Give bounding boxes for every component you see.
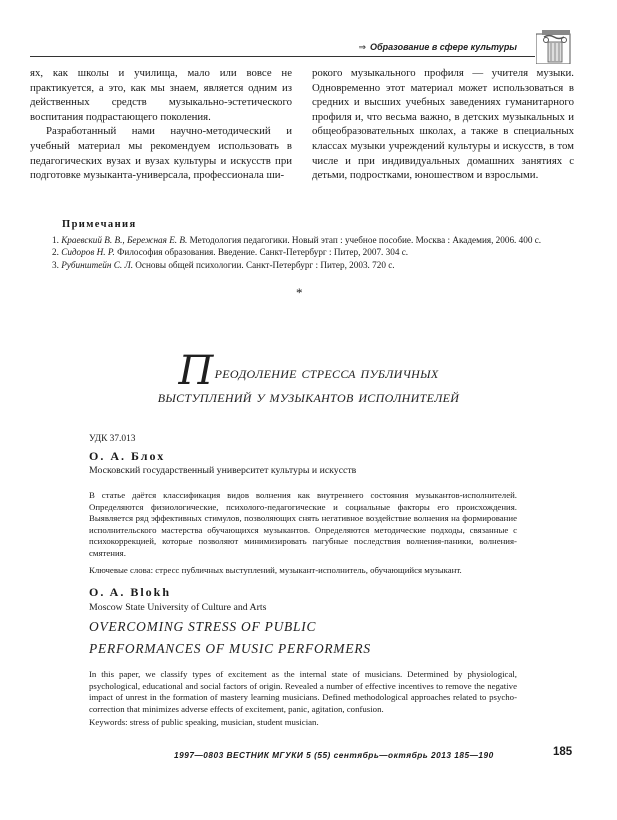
author-name-en: O. A. Blokh	[89, 585, 172, 599]
right-column	[312, 66, 574, 183]
note-item: 1. Краевский В. В., Бережная Е. В. Методология педагогики. Новый этап : учебное пособие. Москва : Академия, 2006. 400 с.	[52, 235, 542, 245]
left-column	[30, 66, 292, 183]
header-rule	[30, 56, 535, 57]
note-text: Методология педагогики. Новый этап : учебное пособие. Москва : Академия, 2006. 400 с.	[189, 235, 542, 245]
affiliation-en: Moscow State University of Culture and Arts	[89, 602, 267, 613]
note-authors: Краевский В. В., Бережная Е. В.	[61, 235, 188, 245]
column-capital-icon	[536, 28, 574, 64]
article-title-line-1: Преодоление стресса публичных	[178, 348, 439, 394]
note-item: 3. Рубинштейн С. Л. Основы общей психологии. Санкт-Петербург : Питер, 2003. 720 с.	[52, 259, 395, 270]
note-item: 2. Сидоров Н. Р. Философия образования. Введение. Санкт-Петербург : Питер, 2007. 304 с.	[52, 247, 409, 258]
keywords-ru: Ключевые слова: стресс публичных выступлений, музыкант-исполнитель, обучающийся музыкант.	[89, 565, 462, 575]
keywords-en: Keywords: stress of public speaking, musician, student musician.	[89, 717, 319, 727]
article-title-en-line-2: PERFORMANCES OF MUSIC PERFORMERS	[89, 641, 371, 656]
section-separator: *	[296, 285, 303, 300]
running-header-section	[358, 42, 517, 53]
note-text: Философия образования. Введение. Санкт-Петербург : Питер, 2007. 304 с.	[117, 247, 409, 258]
arrow-right-icon: ⇒	[358, 42, 367, 52]
paragraph: ях, как школы и училища, мало или вовсе не практикуется, а это, как мы знаем, является одним из действенных средств музыкально-эстетического воспитания подрастающего поколения.	[30, 67, 292, 123]
udk-code: УДК 37.013	[89, 434, 136, 444]
notes-heading: Примечания	[62, 219, 137, 230]
note-text: Основы общей психологии. Санкт-Петербург : Питер, 2003. 720 с.	[135, 259, 395, 270]
abstract-en: In this paper, we classify types of excitement as the internal state of musicians. Determined by physiological, psychological, educational and social factors of origin. Revealed a number of effective incentives to remove the negative impact of unrest in the formation of mastery learning musicians. Defined methodological approaches related to psycho-correction that minimizes adverse effects of excitement, panic, agitation, confusion.	[89, 669, 517, 714]
author-name-ru: О. А. Блох	[89, 449, 166, 463]
abstract-ru: В статье даётся классификация видов волнения как внутреннего состояния музыкантов-исполнителей. Определяются физиологические, психолого-педагогические и социальные факторы его происхождения. Выявляется ряд эффективных стимулов, позволяющих снять негативное воздействие волнения на формирование исполнительского мастерства обучающихся музыкантов. Определяются методические подходы, связанные с психокоррекцией, которые позволяют минимизировать пагубные последствия волнения-паники, волнения-смятения.	[89, 490, 517, 558]
section-title: Образование в сфере культуры	[370, 42, 517, 52]
journal-footer: 1997—0803 ВЕСТНИК МГУКИ 5 (55) сентябрь—октябрь 2013 185—190	[174, 750, 494, 760]
page-number: 185	[553, 746, 573, 758]
title-drop-cap: П	[178, 348, 214, 394]
article-title-en-line-1: OVERCOMING STRESS OF PUBLIC	[89, 619, 317, 634]
note-authors: Рубинштейн С. Л.	[61, 259, 133, 270]
notes-list	[30, 234, 570, 271]
paragraph: Разработанный нами научно-методический и учебный материал мы рекомендуем использовать в педагогических вузах и вузах культуры и искусств при подготовке музыканта-универсала, профессионала ши-	[30, 125, 292, 182]
article-title-line-2: выступлений у музыкантов исполнителей	[157, 386, 460, 406]
note-authors: Сидоров Н. Р.	[61, 247, 115, 258]
affiliation-ru: Московский государственный университет культуры и искусств	[89, 465, 357, 476]
paragraph: рокого музыкального профиля — учителя музыки. Одновременно этот материал может использоваться в средних и высших учебных заведениях гуманитарного профиля и, что весьма важно, в детских музыкальных и общеобразовательных школах, а также в специальных классах музыки учреждений культуры и искусств, в том числе и при индивидуальных домашних занятиях с детьми, подростками, юношеством и взрослыми.	[312, 67, 574, 182]
